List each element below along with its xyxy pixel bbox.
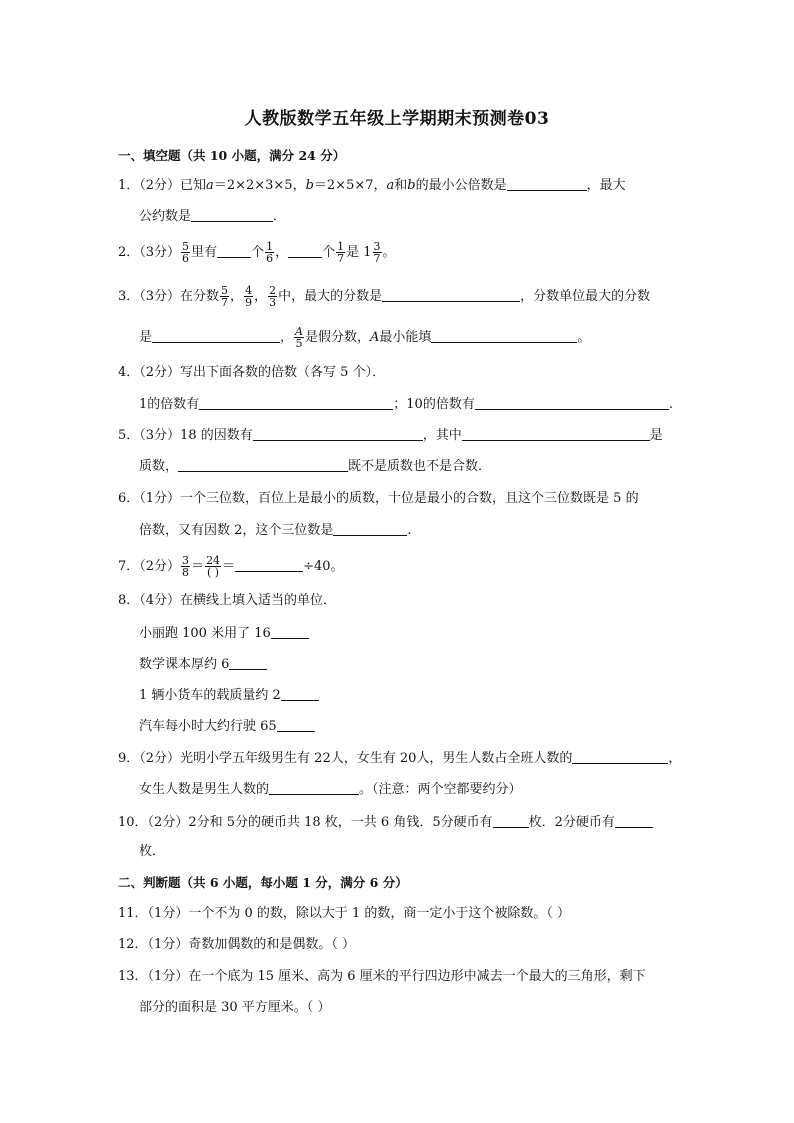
question-8-item: 数学课本厚约 6: [139, 655, 267, 674]
fraction: $\frac{4}{9}$: [245, 284, 253, 309]
fraction: $\frac{5}{7}$: [221, 284, 229, 309]
fraction: $\frac{3}{7}$: [373, 240, 381, 265]
answer-blank[interactable]: [271, 624, 309, 639]
answer-blank[interactable]: [475, 395, 669, 410]
fraction-blank-denominator[interactable]: $\frac{24}{( )}$: [206, 554, 221, 579]
question-4-line-2: 1的倍数有 ；10的倍数有 .: [139, 397, 673, 412]
question-8-item: 汽车每小时大约行驶 65: [139, 717, 315, 736]
question-8-line-1: 8．（4分）在横线上填入适当的单位．: [118, 593, 337, 608]
fraction: $\frac{1}{6}$: [266, 240, 274, 265]
answer-blank[interactable]: [269, 780, 359, 795]
answer-blank[interactable]: [288, 243, 322, 258]
fraction: $\frac{3}{8}$: [182, 554, 190, 579]
answer-blank[interactable]: [615, 813, 653, 828]
answer-blank[interactable]: [178, 457, 348, 472]
fraction: $\frac{A}{5}$: [295, 325, 303, 350]
answer-blank[interactable]: [253, 426, 423, 441]
question-2: 2．（3分） $\frac{5}{6}$ 里有 个 $\frac{1}{6}$ ， 个 $\frac{1}{7}$ 是 1 $\frac{3}{7}$ 。: [118, 240, 396, 265]
answer-blank[interactable]: [235, 557, 303, 572]
fraction: $\frac{5}{6}$: [182, 240, 190, 265]
question-6-line-1: 6．（1分）一个三位数，百位上是最小的质数，十位是最小的合数，且这个三位数既是 5 的: [118, 491, 639, 506]
question-10-line-1: 10．（2分）2分和 5分的硬币共 18 枚，一共 6 角钱．5分硬币有 枚．2分硬币有: [118, 813, 653, 832]
question-13-line-1: 13．（1分）在一个底为 15 厘米、高为 6 厘米的平行四边形中减去一个最大的三角形，剩下: [118, 969, 646, 984]
answer-blank[interactable]: [277, 717, 315, 732]
answer-blank[interactable]: [333, 521, 407, 536]
question-8-item: 1 辆小货车的载质量约 2: [139, 686, 319, 705]
question-3-line-1: 3．（3分）在分数 $\frac{5}{7}$ ， $\frac{4}{9}$ ， $\frac{2}{3}$ 中，最大的分数是 ，分数单位最大的分数: [118, 284, 651, 309]
question-5-line-1: 5．（3分）18 的因数有 ，其中 是: [118, 428, 663, 443]
question-3-line-2: 是 ， $\frac{A}{5}$ 是假分数，A最小能填 。: [139, 325, 591, 350]
answer-blank[interactable]: [199, 395, 393, 410]
answer-blank[interactable]: [382, 287, 520, 302]
answer-blank[interactable]: [572, 749, 668, 764]
section-fill-in-header: 一、填空题（共 10 小题，满分 24 分）: [118, 148, 346, 163]
question-7: 7．（2分） $\frac{3}{8}$ ＝ $\frac{24}{( )}$ ＝ ÷40。: [118, 554, 344, 579]
question-9-line-2: 女生人数是男生人数的 。（注意：两个空都要约分）: [139, 782, 522, 797]
question-12: 12．（1分）奇数加偶数的和是偶数。（ ）: [118, 937, 355, 952]
question-1-line-1: 1．（2分）已知a＝2×2×3×5，b＝2×5×7，a和b的最小公倍数是 ，最大: [118, 178, 626, 193]
question-8-item: 小丽跑 100 米用了 16: [139, 624, 309, 643]
fraction: $\frac{1}{7}$: [337, 240, 345, 265]
answer-blank[interactable]: [462, 426, 650, 441]
question-9-line-1: 9．（2分）光明小学五年级男生有 22人，女生有 20人，男生人数占全班人数的 ，: [118, 751, 682, 766]
question-5-line-2: 质数， 既不是质数也不是合数．: [139, 459, 492, 474]
question-10-line-2: 枚．: [139, 844, 166, 859]
answer-blank[interactable]: [152, 328, 280, 343]
answer-blank[interactable]: [191, 207, 273, 222]
answer-blank[interactable]: [229, 655, 267, 670]
answer-blank[interactable]: [431, 328, 577, 343]
fraction: $\frac{2}{3}$: [269, 284, 277, 309]
answer-blank[interactable]: [507, 176, 587, 191]
question-13-line-2: 部分的面积是 30 平方厘米。（ ）: [139, 1000, 331, 1015]
question-4-line-1: 4．（2分）写出下面各数的倍数（各写 5 个）．: [118, 365, 386, 380]
page-title: 人教版数学五年级上学期期末预测卷03: [244, 109, 550, 129]
question-11: 11．（1分）一个不为 0 的数，除以大于 1 的数，商一定小于这个被除数。（ ）: [118, 906, 571, 921]
answer-blank[interactable]: [281, 686, 319, 701]
section-true-false-header: 二、判断题（共 6 小题，每小题 1 分，满分 6 分）: [118, 875, 408, 890]
answer-blank[interactable]: [217, 243, 251, 258]
question-1-line-2: 公约数是 ．: [139, 209, 287, 224]
answer-blank[interactable]: [493, 813, 529, 828]
question-6-line-2: 倍数，又有因数 2，这个三位数是 .: [139, 523, 412, 538]
